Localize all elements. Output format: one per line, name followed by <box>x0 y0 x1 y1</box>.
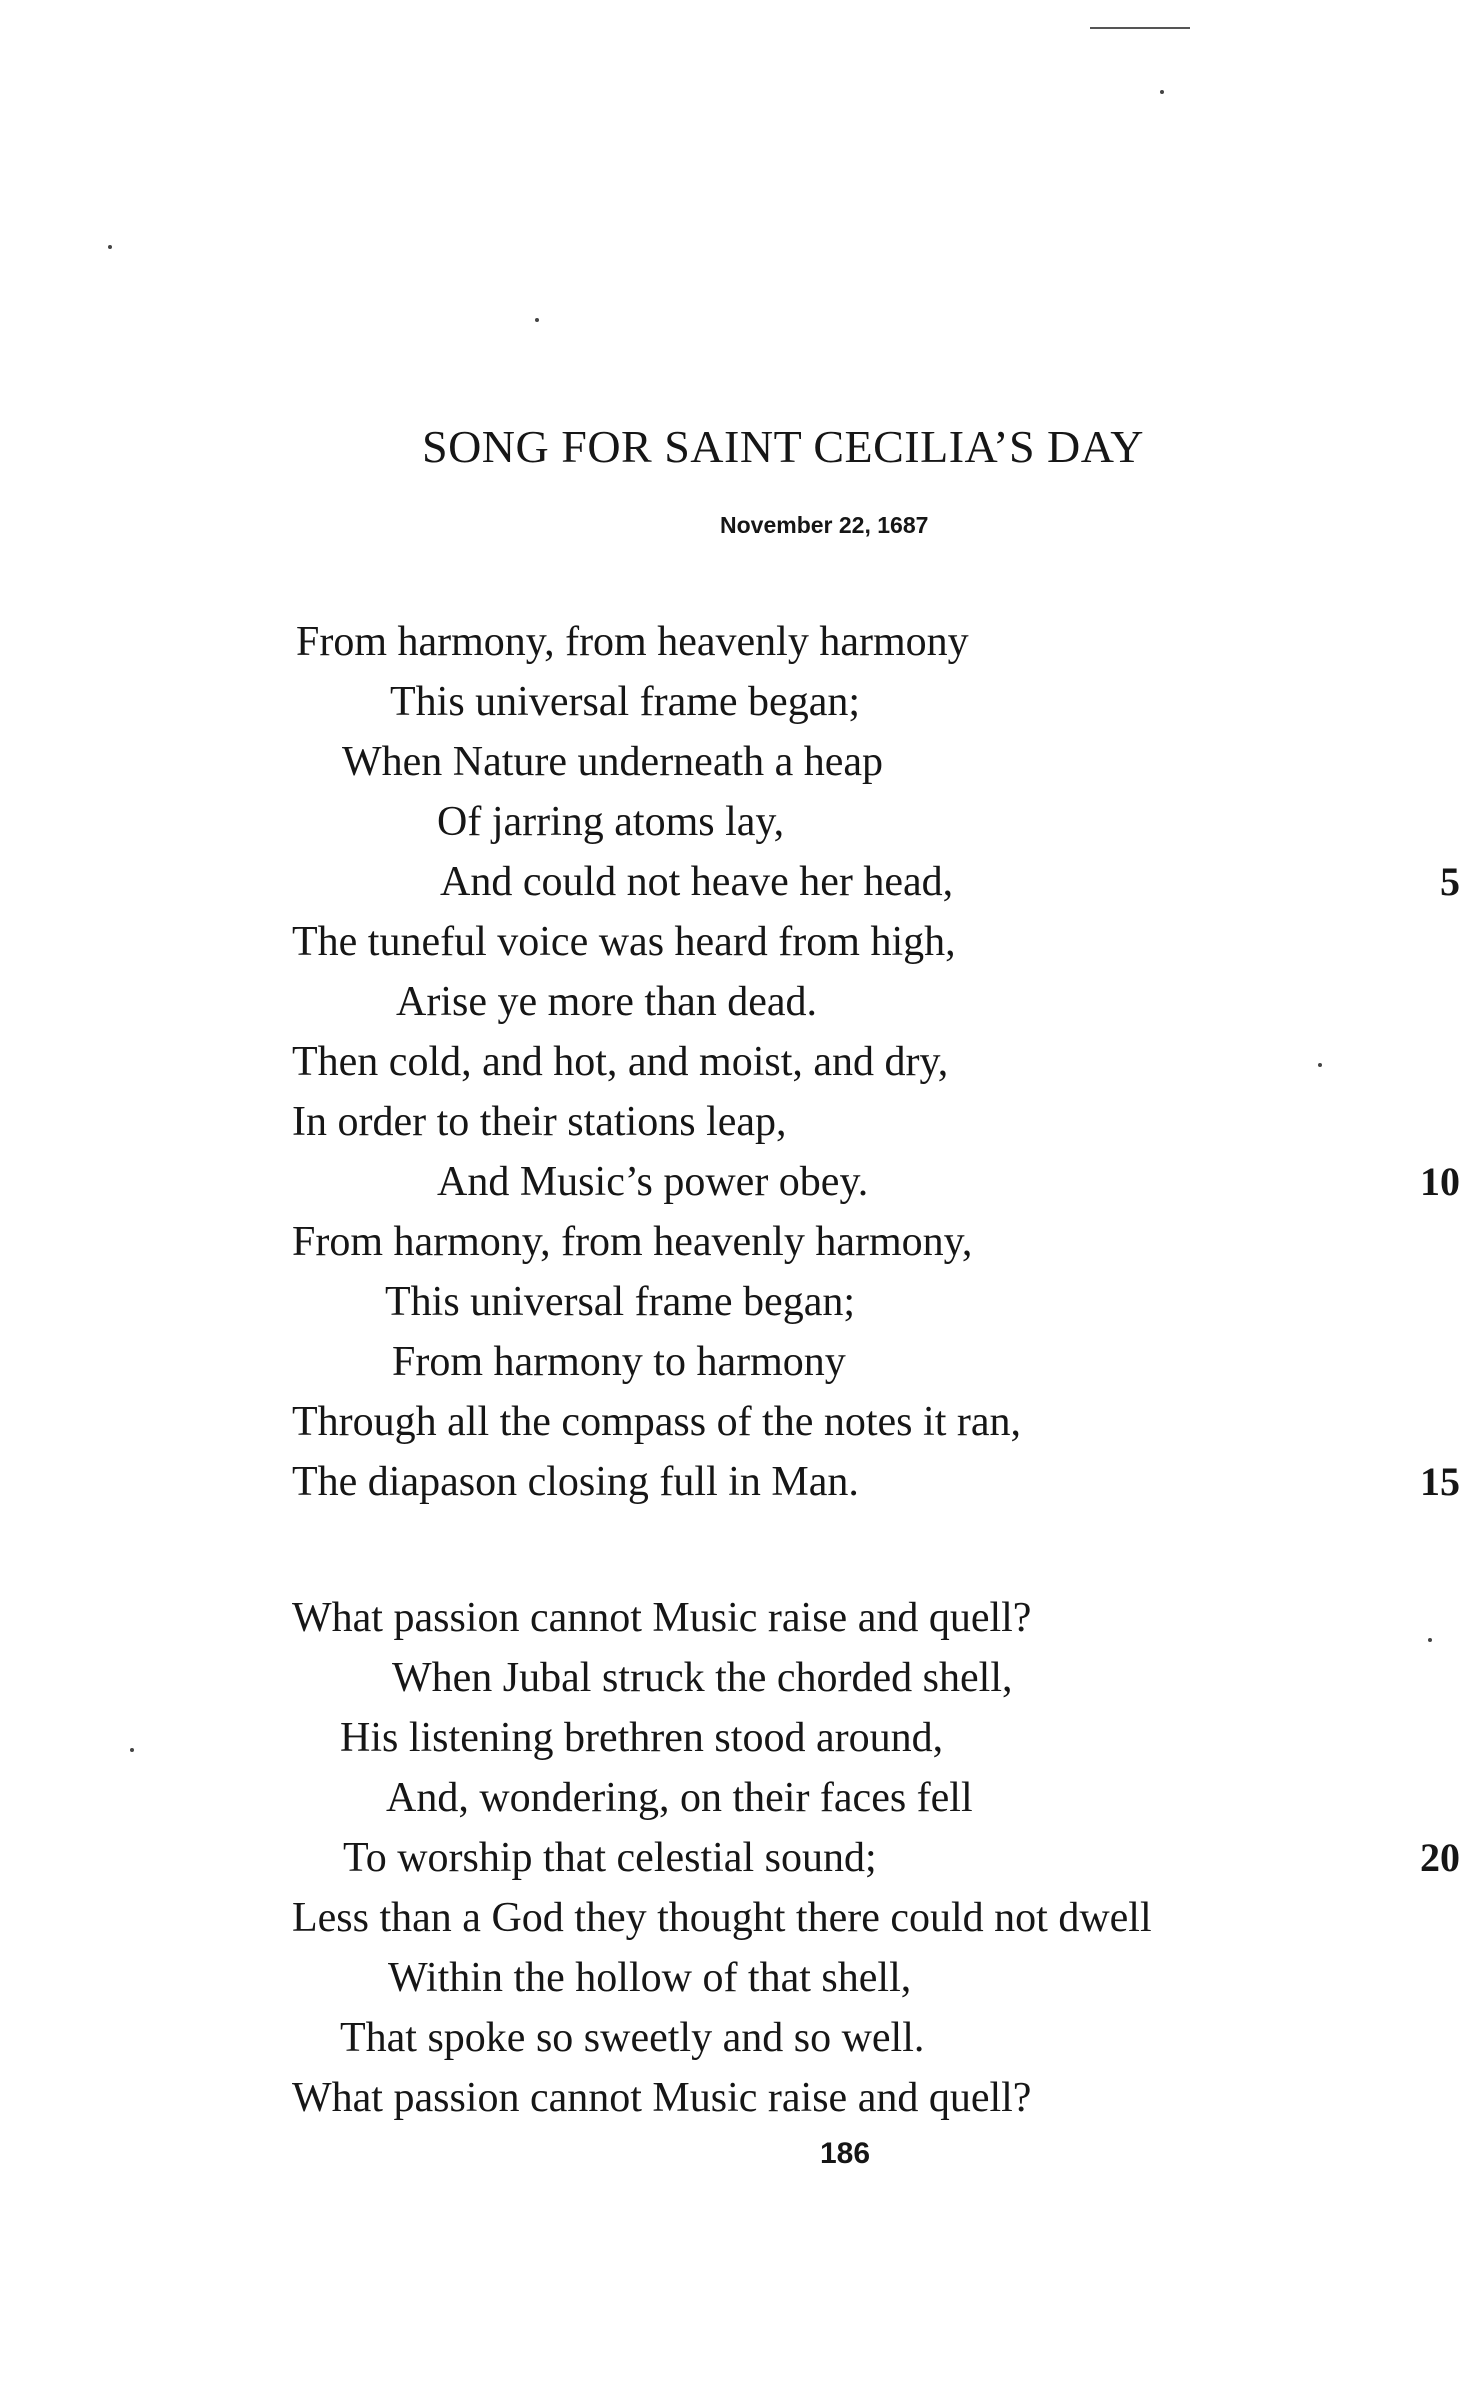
poem-line: The diapason closing full in Man. <box>292 1459 859 1505</box>
poem-line: When Jubal struck the chorded shell, <box>392 1655 1013 1701</box>
line-number: 5 <box>1440 859 1460 904</box>
ink-speck <box>1160 90 1164 94</box>
poem-line: Arise ye more than dead. <box>396 979 818 1025</box>
line-number: 20 <box>1420 1835 1460 1880</box>
poem-line: And, wondering, on their faces fell <box>386 1775 973 1821</box>
ink-speck <box>1428 1638 1432 1642</box>
poem-line: His listening brethren stood around, <box>340 1715 944 1761</box>
poem-line: Of jarring atoms lay, <box>437 799 785 845</box>
poem-line: That spoke so sweetly and so well. <box>340 2015 925 2061</box>
ink-speck <box>535 318 539 322</box>
poem-line: To worship that celestial sound; <box>343 1835 877 1881</box>
poem-line: This universal frame began; <box>390 679 860 725</box>
poem-line: From harmony, from heavenly harmony, <box>292 1219 973 1265</box>
poem-line: From harmony, from heavenly harmony <box>296 619 969 665</box>
page-number: 186 <box>820 2137 871 2170</box>
poem-line: What passion cannot Music raise and quell? <box>292 1595 1032 1641</box>
line-number: 15 <box>1420 1459 1460 1504</box>
poem-line: When Nature underneath a heap <box>342 739 884 785</box>
ink-speck <box>108 245 112 249</box>
poem-line: The tuneful voice was heard from high, <box>292 919 956 965</box>
poem-line: This universal frame began; <box>385 1279 855 1325</box>
line-number: 10 <box>1420 1159 1460 1204</box>
ink-speck <box>130 1748 134 1752</box>
poem-line: Then cold, and hot, and moist, and dry, <box>292 1039 949 1085</box>
poem-line: Through all the compass of the notes it ran, <box>292 1399 1021 1445</box>
poem-title: SONG FOR SAINT CECILIA’S DAY <box>422 421 1144 472</box>
poem-line: In order to their stations leap, <box>292 1099 787 1145</box>
poem-line: What passion cannot Music raise and quell? <box>292 2075 1032 2121</box>
ink-speck <box>1318 1063 1322 1067</box>
poem-line: Within the hollow of that shell, <box>388 1955 912 2001</box>
poem-date: November 22, 1687 <box>720 512 929 538</box>
poem-line: Less than a God they thought there could not dwell <box>292 1895 1152 1941</box>
poem-line: And Music’s power obey. <box>437 1159 869 1205</box>
poem-line: And could not heave her head, <box>440 859 954 905</box>
poem-line: From harmony to harmony <box>392 1339 846 1385</box>
top-rule <box>1090 27 1190 29</box>
